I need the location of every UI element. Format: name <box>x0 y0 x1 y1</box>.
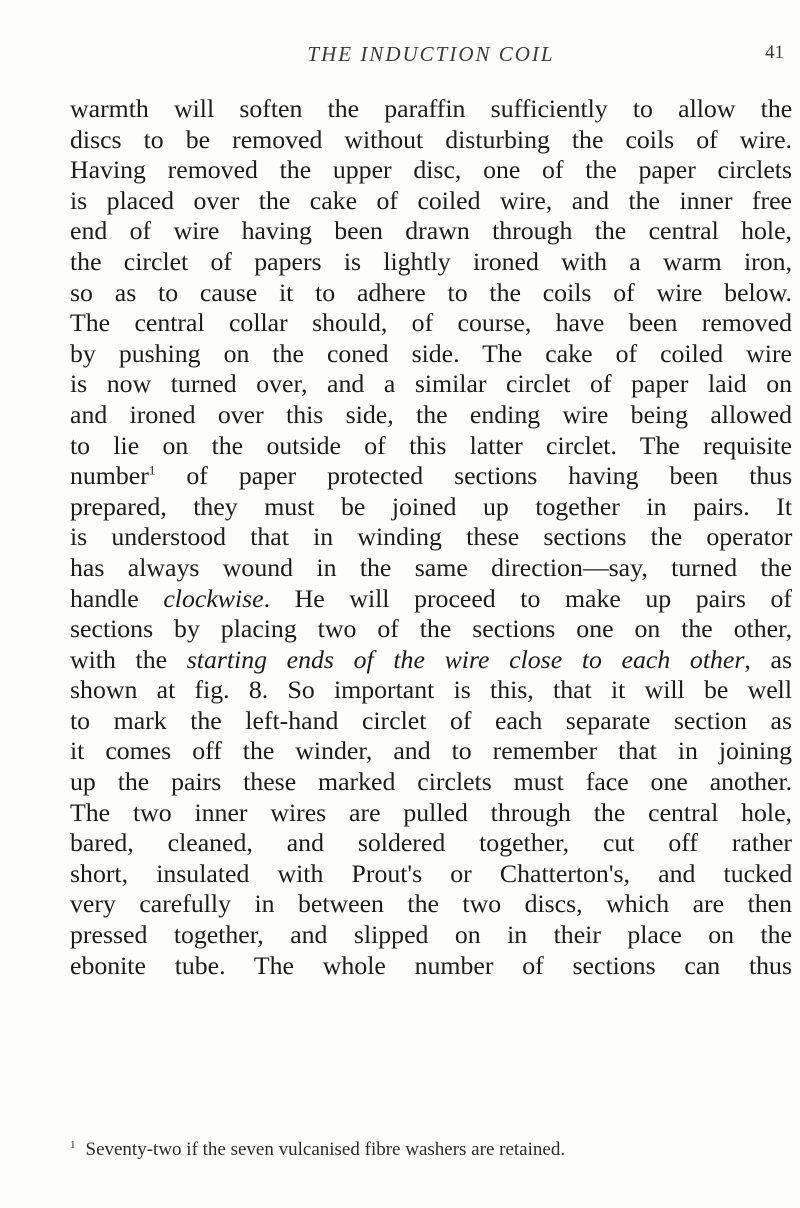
text-line: it comes off the winder, and to remember that in joining <box>70 736 792 766</box>
text-line: The two inner wires are pulled through the central hole, <box>70 797 792 827</box>
text-line: is understood that in winding these sections the operator <box>70 522 793 552</box>
text-line: ebonite tube. The whole number of sections can thus <box>70 950 792 980</box>
footnote-text: Seventy-two if the seven vulcanised fibre washers are retained. <box>85 1139 566 1160</box>
text-line: discs to be removed without disturbing the coils of wire. <box>70 124 792 154</box>
text-line: very carefully in between the two discs, which are then <box>70 889 792 919</box>
text-line: up the pairs these marked circlets must face one another. <box>70 767 793 797</box>
italic-text: starting ends of the wire close to each other <box>186 644 745 674</box>
footnote-mark: 1 <box>70 1138 76 1151</box>
text-segment: handle <box>70 583 164 613</box>
text-line: sections by placing two of the sections one on the other, <box>70 614 793 644</box>
text-line: short, insulated with Prout's or Chatterton's, and tucked <box>70 858 793 888</box>
page-number: 41 <box>765 42 784 63</box>
text-line: warmth will soften the paraffin sufficiently to allow the <box>70 94 793 123</box>
text-line: end of wire having been drawn through the central hole, <box>70 216 792 246</box>
text-line: so as to cause it to adhere to the coils of wire below. <box>70 277 792 307</box>
text-line: by pushing on the coned side. The cake of coiled wire <box>70 338 792 368</box>
text-line: is now turned over, and a similar circlet of paper laid on <box>70 369 792 399</box>
text-segment: number <box>70 461 149 491</box>
text-line: Having removed the upper disc, one of the paper circlets <box>70 155 792 185</box>
body-paragraph <box>70 94 792 981</box>
text-line: and ironed over this side, the ending wire being allowed <box>70 399 792 429</box>
text-segment: of paper protected sections having been thus <box>155 461 793 491</box>
text-segment: , as <box>744 644 793 674</box>
italic-text: clockwise <box>163 583 264 613</box>
running-head <box>70 40 792 72</box>
text-line <box>70 645 792 676</box>
footnote <box>70 1138 792 1162</box>
text-line: to mark the left-hand circlet of each separate section as <box>70 705 792 735</box>
text-line: shown at fig. 8. So important is this, that it will be well <box>70 675 792 705</box>
footnote-reference: 1 <box>148 462 156 478</box>
text-segment: with the <box>70 644 187 674</box>
running-title: THE INDUCTION COIL <box>307 42 555 66</box>
text-line <box>70 461 792 492</box>
text-line <box>70 584 792 615</box>
text-line: bared, cleaned, and soldered together, cut off rather <box>70 828 792 858</box>
text-line: has always wound in the same direction—say, turned the <box>70 552 792 582</box>
text-line: The central collar should, of course, have been removed <box>70 308 792 338</box>
text-segment: . He will proceed to make up pairs of <box>263 583 792 613</box>
text-line: is placed over the cake of coiled wire, and the inner free <box>70 185 792 215</box>
text-line: prepared, they must be joined up together in pairs. It <box>70 491 792 521</box>
text-line: pressed together, and slipped on in their place on the <box>70 920 792 950</box>
text-line: the circlet of papers is lightly ironed with a warm iron, <box>70 246 792 276</box>
text-line: to lie on the outside of this latter circlet. The requisite <box>70 430 792 460</box>
